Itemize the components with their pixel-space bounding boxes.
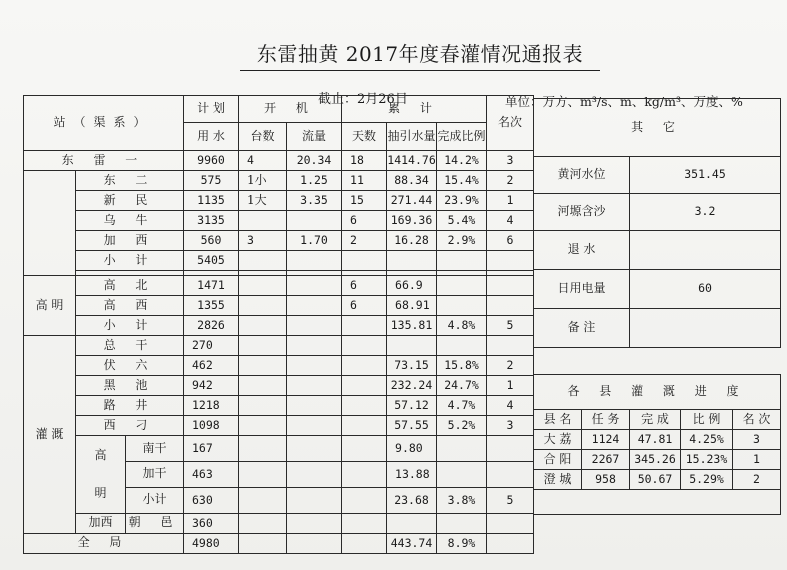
plan-value: 942 (184, 376, 239, 396)
plan-value: 1471 (184, 276, 239, 296)
group-a-cell (24, 171, 76, 276)
volume-value: 1414.76 (387, 151, 437, 171)
plan-value: 1355 (184, 296, 239, 316)
county-done: 50.67 (630, 470, 681, 490)
drainage-value (630, 231, 781, 270)
count-value: 3 (239, 231, 287, 251)
volume-value: 169.36 (387, 211, 437, 231)
rank-value: 2 (487, 171, 534, 191)
volume-value: 232.24 (387, 376, 437, 396)
station-name: 总 干 (76, 336, 184, 356)
table-row (24, 356, 534, 376)
station-name: 高 西 (76, 296, 184, 316)
group-gaoming: 高 明 (24, 276, 76, 336)
side-table (533, 98, 781, 515)
county-row (534, 450, 781, 470)
plan-value: 270 (184, 336, 239, 356)
days-value: 18 (342, 151, 387, 171)
power-value: 60 (630, 270, 781, 309)
subgroup-jiaxi: 加西 (76, 513, 126, 533)
days-value: 11 (342, 171, 387, 191)
cutoff-date: 截止：2月26日 (318, 92, 408, 107)
flow-value: 1.70 (287, 231, 342, 251)
station-name: 朝 邑 (126, 513, 184, 533)
county-header-row (534, 410, 781, 430)
table-row (24, 336, 534, 356)
plan-value: 3135 (184, 211, 239, 231)
county-ratio: 5.29% (681, 470, 733, 490)
flow-value: 3.35 (287, 191, 342, 211)
count-value: 1大 (239, 191, 287, 211)
days-value: 6 (342, 276, 387, 296)
ratio-value: 24.7% (437, 376, 487, 396)
ratio-value: 8.9% (437, 533, 487, 553)
county-task: 2267 (582, 450, 630, 470)
station-name: 东 二 (76, 171, 184, 191)
plan-value: 1135 (184, 191, 239, 211)
county-done: 345.26 (630, 450, 681, 470)
station-name: 伏 六 (76, 356, 184, 376)
ratio-value: 23.9% (437, 191, 487, 211)
rank-value: 4 (487, 396, 534, 416)
table-row (24, 171, 534, 191)
header-row-1 (24, 96, 534, 123)
rank-value: 2 (487, 356, 534, 376)
volume-value: 57.55 (387, 416, 437, 436)
county-name: 合 阳 (534, 450, 582, 470)
sediment-value: 3.2 (630, 194, 781, 231)
rank-value: 1 (487, 191, 534, 211)
flow-value: 1.25 (287, 171, 342, 191)
station-name: 新 民 (76, 191, 184, 211)
drainage-label: 退 水 (534, 231, 630, 270)
volume-value: 13.88 (387, 461, 437, 487)
side-row (534, 231, 781, 270)
subgroup-ming: 明 (94, 486, 107, 501)
station-name: 路 井 (76, 396, 184, 416)
ratio-value: 15.8% (437, 356, 487, 376)
header-station: 站（渠系） (24, 96, 184, 151)
county-ratio: 4.25% (681, 430, 733, 450)
rank-value: 3 (487, 416, 534, 436)
station-name: 高 北 (76, 276, 184, 296)
table-row (24, 276, 534, 296)
header-other: 其 它 (534, 99, 781, 157)
side-row (534, 490, 781, 515)
table-row (24, 396, 534, 416)
county-task: 958 (582, 470, 630, 490)
header-count: 台数 (239, 123, 287, 151)
table-row (24, 231, 534, 251)
flow-value (287, 211, 342, 231)
station-name: 加 西 (76, 231, 184, 251)
remarks-label: 备 注 (534, 309, 630, 348)
river-level-label: 黄河水位 (534, 157, 630, 194)
flow-value: 20.34 (287, 151, 342, 171)
units-note: 单位：万方、m³/s、m、kg/m³、万度、% (505, 94, 743, 109)
county-task: 1124 (582, 430, 630, 450)
plan-value: 360 (184, 513, 239, 533)
plan-value: 9960 (184, 151, 239, 171)
rank-value: 4 (487, 211, 534, 231)
table-row (24, 416, 534, 436)
volume-value: 88.34 (387, 171, 437, 191)
station-name: 全 局 (24, 533, 184, 553)
volume-value: 16.28 (387, 231, 437, 251)
header-flow: 流量 (287, 123, 342, 151)
volume-value: 68.91 (387, 296, 437, 316)
county-ratio: 15.23% (681, 450, 733, 470)
header-cumulative: 累 计 (342, 96, 487, 123)
plan-value: 463 (184, 461, 239, 487)
volume-value: 9.80 (387, 436, 437, 462)
count-value: 4 (239, 151, 287, 171)
table-row (24, 316, 534, 336)
power-label: 日用电量 (534, 270, 630, 309)
plan-value: 1218 (184, 396, 239, 416)
plan-value: 167 (184, 436, 239, 462)
rank-value: 6 (487, 231, 534, 251)
side-row (534, 309, 781, 348)
days-value: 15 (342, 191, 387, 211)
county-row (534, 470, 781, 490)
ratio-value: 3.8% (437, 487, 487, 513)
county-header: 比 例 (681, 410, 733, 430)
header-plan-top: 计 划 (184, 96, 239, 123)
county-done: 47.81 (630, 430, 681, 450)
header-volume: 抽引水量 (387, 123, 437, 151)
station-name: 南干 (126, 436, 184, 462)
header-days: 天数 (342, 123, 387, 151)
group-guangai: 灌 溉 (24, 336, 76, 534)
station-name: 小 计 (76, 251, 184, 271)
table-row (24, 436, 534, 462)
station-name: 小计 (126, 487, 184, 513)
county-rank: 1 (733, 450, 781, 470)
ratio-value: 5.2% (437, 416, 487, 436)
days-value: 2 (342, 231, 387, 251)
table-row (24, 533, 534, 553)
plan-value: 4980 (184, 533, 239, 553)
table-row (24, 211, 534, 231)
plan-value: 630 (184, 487, 239, 513)
table-row (24, 513, 534, 533)
station-name: 黑 池 (76, 376, 184, 396)
volume-value: 135.81 (387, 316, 437, 336)
county-name: 澄 城 (534, 470, 582, 490)
river-level-value: 351.45 (630, 157, 781, 194)
county-rank: 2 (733, 470, 781, 490)
sediment-label: 河塬含沙 (534, 194, 630, 231)
plan-value: 1098 (184, 416, 239, 436)
rank-value: 5 (487, 487, 534, 513)
ratio-value: 14.2% (437, 151, 487, 171)
header-plan-bottom: 用 水 (184, 123, 239, 151)
county-row (534, 430, 781, 450)
station-name: 东 雷 一 (24, 151, 184, 171)
side-row (534, 157, 781, 194)
county-rank: 3 (733, 430, 781, 450)
table-row (24, 376, 534, 396)
subgroup-gao: 高 (94, 448, 107, 462)
volume-value: 23.68 (387, 487, 437, 513)
volume-value: 271.44 (387, 191, 437, 211)
county-title-row (534, 375, 781, 410)
volume-value: 73.15 (387, 356, 437, 376)
volume-value: 443.74 (387, 533, 437, 553)
subgroup-gaoming (76, 436, 126, 514)
table-row (24, 191, 534, 211)
station-name: 加干 (126, 461, 184, 487)
remarks-value (630, 309, 781, 348)
report-title: 东雷抽黄 2017年度春灌情况通报表 (240, 38, 600, 71)
count-value (239, 211, 287, 231)
ratio-value: 2.9% (437, 231, 487, 251)
side-row (534, 194, 781, 231)
table-row (24, 296, 534, 316)
side-row (534, 270, 781, 309)
count-value: 1小 (239, 171, 287, 191)
volume-value: 66.9 (387, 276, 437, 296)
table-row (24, 251, 534, 271)
side-row (534, 348, 781, 375)
rank-value: 1 (487, 376, 534, 396)
header-ratio: 完成比例 (437, 123, 487, 151)
county-header: 名 次 (733, 410, 781, 430)
plan-value: 575 (184, 171, 239, 191)
station-name: 小 计 (76, 316, 184, 336)
days-value: 6 (342, 211, 387, 231)
plan-value: 5405 (184, 251, 239, 271)
county-header: 完 成 (630, 410, 681, 430)
rank-value: 3 (487, 151, 534, 171)
ratio-value: 5.4% (437, 211, 487, 231)
side-header-row (534, 99, 781, 157)
rank-value: 5 (487, 316, 534, 336)
county-header: 县 名 (534, 410, 582, 430)
ratio-value: 4.8% (437, 316, 487, 336)
volume-value: 57.12 (387, 396, 437, 416)
station-name: 乌 牛 (76, 211, 184, 231)
header-rank: 名次 (487, 96, 534, 151)
days-value: 6 (342, 296, 387, 316)
station-name: 西 刁 (76, 416, 184, 436)
county-title: 各 县 灌 溉 进 度 (534, 375, 781, 410)
county-header: 任 务 (582, 410, 630, 430)
ratio-value: 4.7% (437, 396, 487, 416)
plan-value: 462 (184, 356, 239, 376)
header-open: 开 机 (239, 96, 342, 123)
plan-value: 560 (184, 231, 239, 251)
county-name: 大 荔 (534, 430, 582, 450)
table-row (24, 151, 534, 171)
plan-value: 2826 (184, 316, 239, 336)
ratio-value: 15.4% (437, 171, 487, 191)
main-table (23, 95, 534, 554)
